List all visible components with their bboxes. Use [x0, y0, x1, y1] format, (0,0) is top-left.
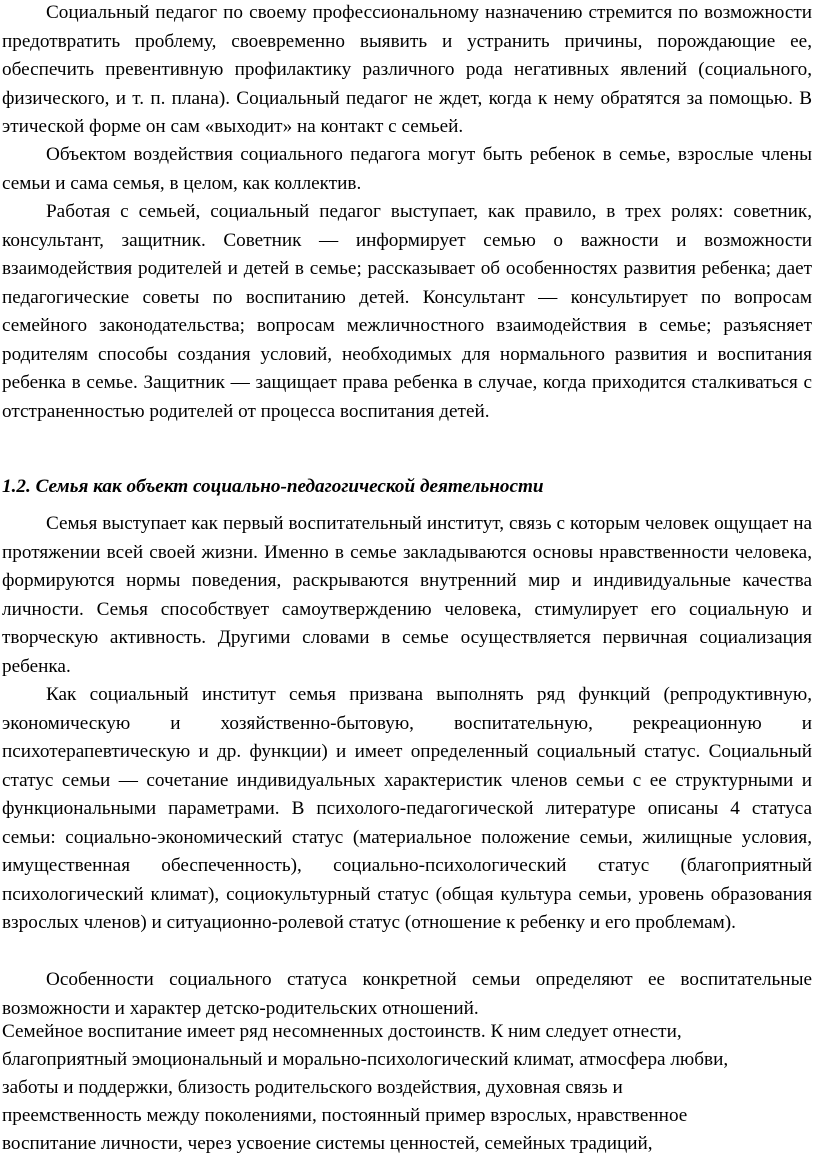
section-heading: 1.2. Семья как объект социально-педагогической деятельности	[2, 476, 544, 497]
closing-line: Семейное воспитание имеет ряд несомненных достоинств. К ним следует отнести,	[2, 1021, 682, 1042]
paragraph-family-first-institution: Семья выступает как первый воспитательный институт, связь с которым человек ощущает на протяжении всей своей жизни. Именно в семье закладываются основы нравственности человека, формируются нормы поведения, раскрываются внутренний мир и индивидуальные качества личности. Семья способствует самоутверждению человека, стимулирует его социальную и творческую активность. Другими словами в семье осуществляется первичная социализация ребенка.	[2, 513, 812, 677]
closing-paragraph	[2, 1018, 814, 1158]
paragraph-family-functions-status: Как социальный институт семья призвана выполнять ряд функций (репродуктивную, экономическую и хозяйственно-бытовую, воспитательную, рекреационную и психотерапевтическую и др. функции) и имеет определенный социальный статус. Социальный статус семьи — сочетание индивидуальных характеристик членов семьи с ее структурными и функциональными параметрами. В психолого-педагогической литературе описаны 4 статуса семьи: социально-экономический статус (материальное положение семьи, жилищные условия, имущественная обеспеченность), социально-психологический статус (благоприятный психологический климат), социокультурный статус (общая культура семьи, уровень образования взрослых членов) и ситуационно-ролевой статус (отношение к ребенку и его проблемам).	[2, 684, 812, 933]
paragraph-object-of-influence: Объектом воздействия социального педагога могут быть ребенок в семье, взрослые члены семьи и сама семья, в целом, как коллектив.	[2, 144, 812, 194]
closing-line: благоприятный эмоциональный и морально-психологический климат, атмосфера любви,	[2, 1049, 729, 1070]
closing-line: заботы и поддержки, близость родительского воздействия, духовная связь и	[2, 1077, 623, 1098]
closing-line: преемственность между поколениями, постоянный пример взрослых, нравственное	[2, 1105, 688, 1126]
paragraph-status-features: Особенности социального статуса конкретной семьи определяют ее воспитательные возможности и характер детско-родительских отношений.	[2, 969, 812, 1019]
closing-line: воспитание личности, через усвоение системы ценностей, семейных традиций,	[2, 1133, 653, 1154]
paragraph-social-pedagogue-purpose: Социальный педагог по своему профессиональному назначению стремится по возможности предотвратить проблему, своевременно выявить и устранить причины, порождающие ее, обеспечить превентивную профилактику различного рода негативных явлений (социального, физического, и т. п. плана). Социальный педагог не ждет, когда к нему обратятся за помощью. В этической форме он сам «выходит» на контакт с семьей.	[2, 2, 812, 137]
paragraph-three-roles: Работая с семьей, социальный педагог выступает, как правило, в трех ролях: советник, консультант, защитник. Советник — информирует семью о важности и возможности взаимодействия родителей и детей в семье; рассказывает об особенностях развития ребенка; дает педагогические советы по воспитанию детей. Консультант — консультирует по вопросам семейного законодательства; вопросам межличностного взаимодействия в семье; разъясняет родителям способы создания условий, необходимых для нормального развития и воспитания ребенка в семье. Защитник — защищает права ребенка в случае, когда приходится сталкиваться с отстраненностью родителей от процесса воспитания детей.	[2, 201, 812, 422]
